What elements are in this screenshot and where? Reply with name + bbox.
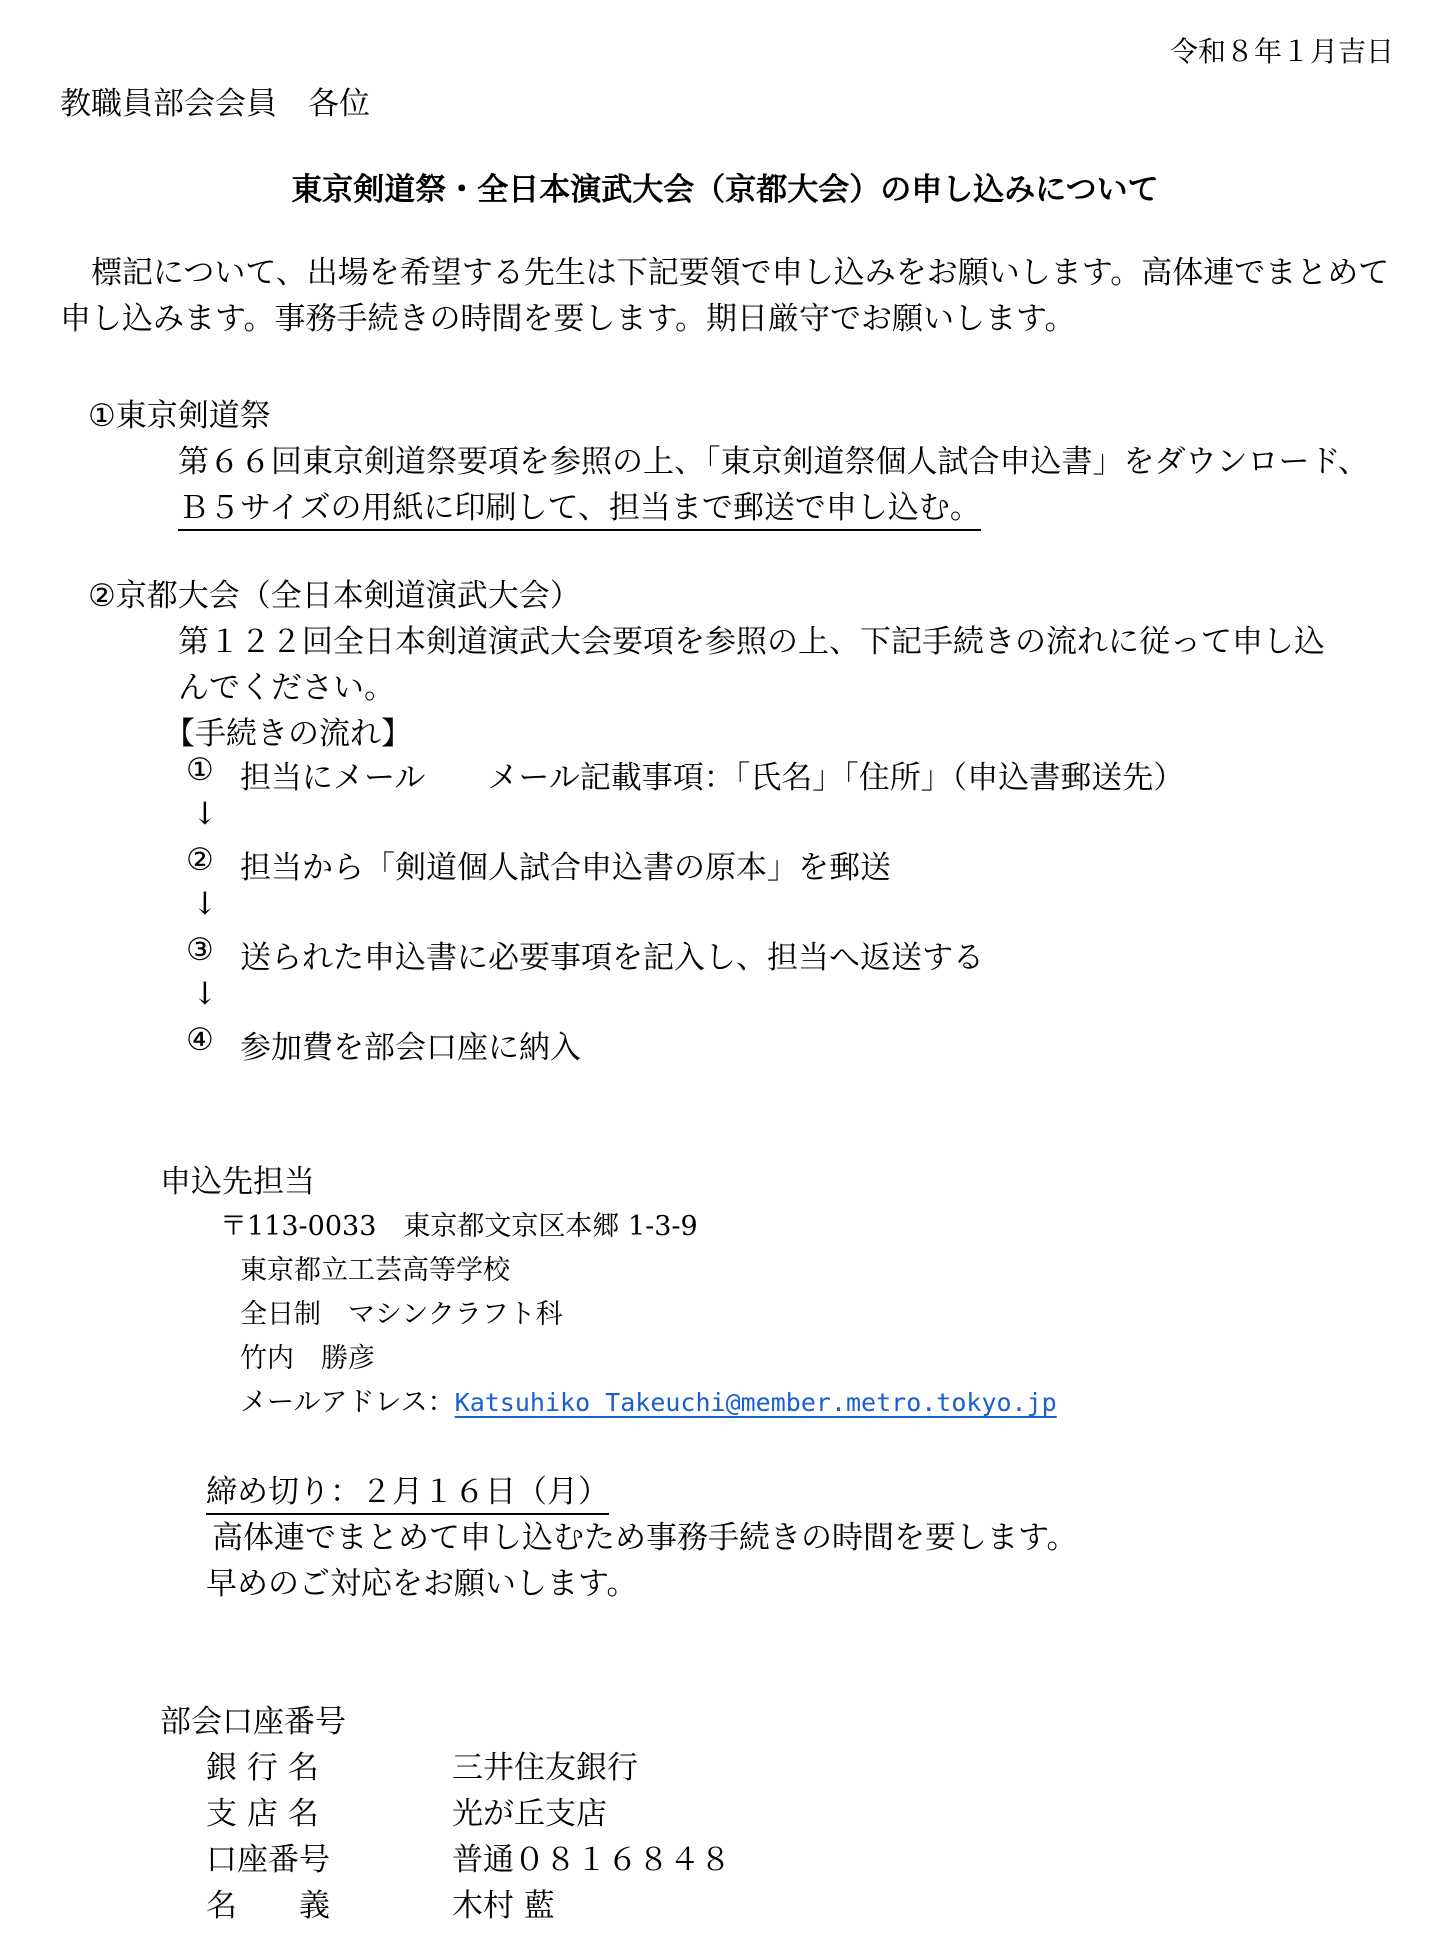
contact-name: 竹内 勝彦: [240, 1343, 375, 1374]
flow-title: 【手続きの流れ】: [164, 716, 412, 752]
email-link[interactable]: Katsuhiko_Takeuchi@member.metro.tokyo.jp: [454, 1388, 1057, 1417]
section1-line1: 第６６回東京剣道祭要項を参照の上、「東京剣道祭個人試合申込書」をダウンロード、: [178, 444, 1369, 480]
flow-arrow-2: ↓: [192, 886, 218, 922]
contact-postal: 〒113-0033 東京都文京区本郷 1-3-9: [220, 1211, 698, 1242]
contact-heading: 申込先担当: [160, 1164, 315, 1200]
account-value-number: 普通０８１６８４８: [452, 1842, 731, 1878]
contact-dept: 全日制 マシンクラフト科: [240, 1299, 563, 1330]
document-date: 令和８年１月吉日: [1169, 35, 1394, 68]
contact-email-row: [240, 1380, 1057, 1419]
section2-line2: んでください。: [178, 670, 395, 706]
flow-step-4-num: ④: [186, 1022, 214, 1058]
account-heading: 部会口座番号: [160, 1704, 346, 1740]
account-value-holder: 木村 藍: [452, 1888, 555, 1924]
deadline-note-2: 早めのご対応をお願いします。: [206, 1566, 638, 1602]
intro-paragraph: [60, 250, 1400, 342]
section1-line2: Ｂ５サイズの用紙に印刷して、担当まで郵送で申し込む。: [178, 482, 981, 531]
section2-line1: 第１２２回全日本剣道演武大会要項を参照の上、下記手続きの流れに従って申し込: [178, 624, 1325, 660]
deadline-label: 締め切り：２月１６日（月）: [206, 1466, 609, 1515]
document-title: 東京剣道祭・全日本演武大会（京都大会）の申し込みについて: [291, 172, 1159, 208]
email-label: メールアドレス：: [240, 1387, 455, 1418]
flow-step-3-text: 送られた申込書に必要事項を記入し、担当へ返送する: [240, 940, 984, 976]
contact-school: 東京都立工芸高等学校: [240, 1255, 510, 1286]
flow-step-2-text: 担当から「剣道個人試合申込書の原本」を郵送: [240, 850, 891, 886]
account-value-bank: 三井住友銀行: [452, 1750, 638, 1786]
section2-heading: ②京都大会（全日本剣道演武大会）: [88, 578, 581, 614]
section1-heading: ①東京剣道祭: [88, 398, 271, 434]
account-value-branch: 光が丘支店: [452, 1796, 607, 1832]
addressee: 教職員部会会員 各位: [60, 86, 370, 122]
flow-step-2-num: ②: [186, 842, 214, 878]
flow-arrow-1: ↓: [192, 796, 218, 832]
flow-step-1-text: 担当にメール メール記載事項：「氏名」「住所」（申込書郵送先）: [240, 760, 1185, 796]
intro-text: 標記について、出場を希望する先生は下記要領で申し込みをお願いします。高体連でまとめて申し込みます。事務手続きの時間を要します。期日厳守でお願いします。: [60, 255, 1390, 337]
flow-step-4-text: 参加費を部会口座に納入: [240, 1030, 581, 1066]
flow-arrow-3: ↓: [192, 976, 218, 1012]
deadline-note-1: 高体連でまとめて申し込むため事務手続きの時間を要します。: [212, 1520, 1078, 1556]
account-label-branch: 支 店 名: [206, 1796, 319, 1832]
account-label-holder: 名 義: [206, 1888, 330, 1924]
flow-step-3-num: ③: [186, 932, 214, 968]
flow-step-1-num: ①: [186, 752, 214, 788]
account-label-bank: 銀 行 名: [206, 1750, 319, 1786]
account-label-number: 口座番号: [206, 1842, 330, 1878]
